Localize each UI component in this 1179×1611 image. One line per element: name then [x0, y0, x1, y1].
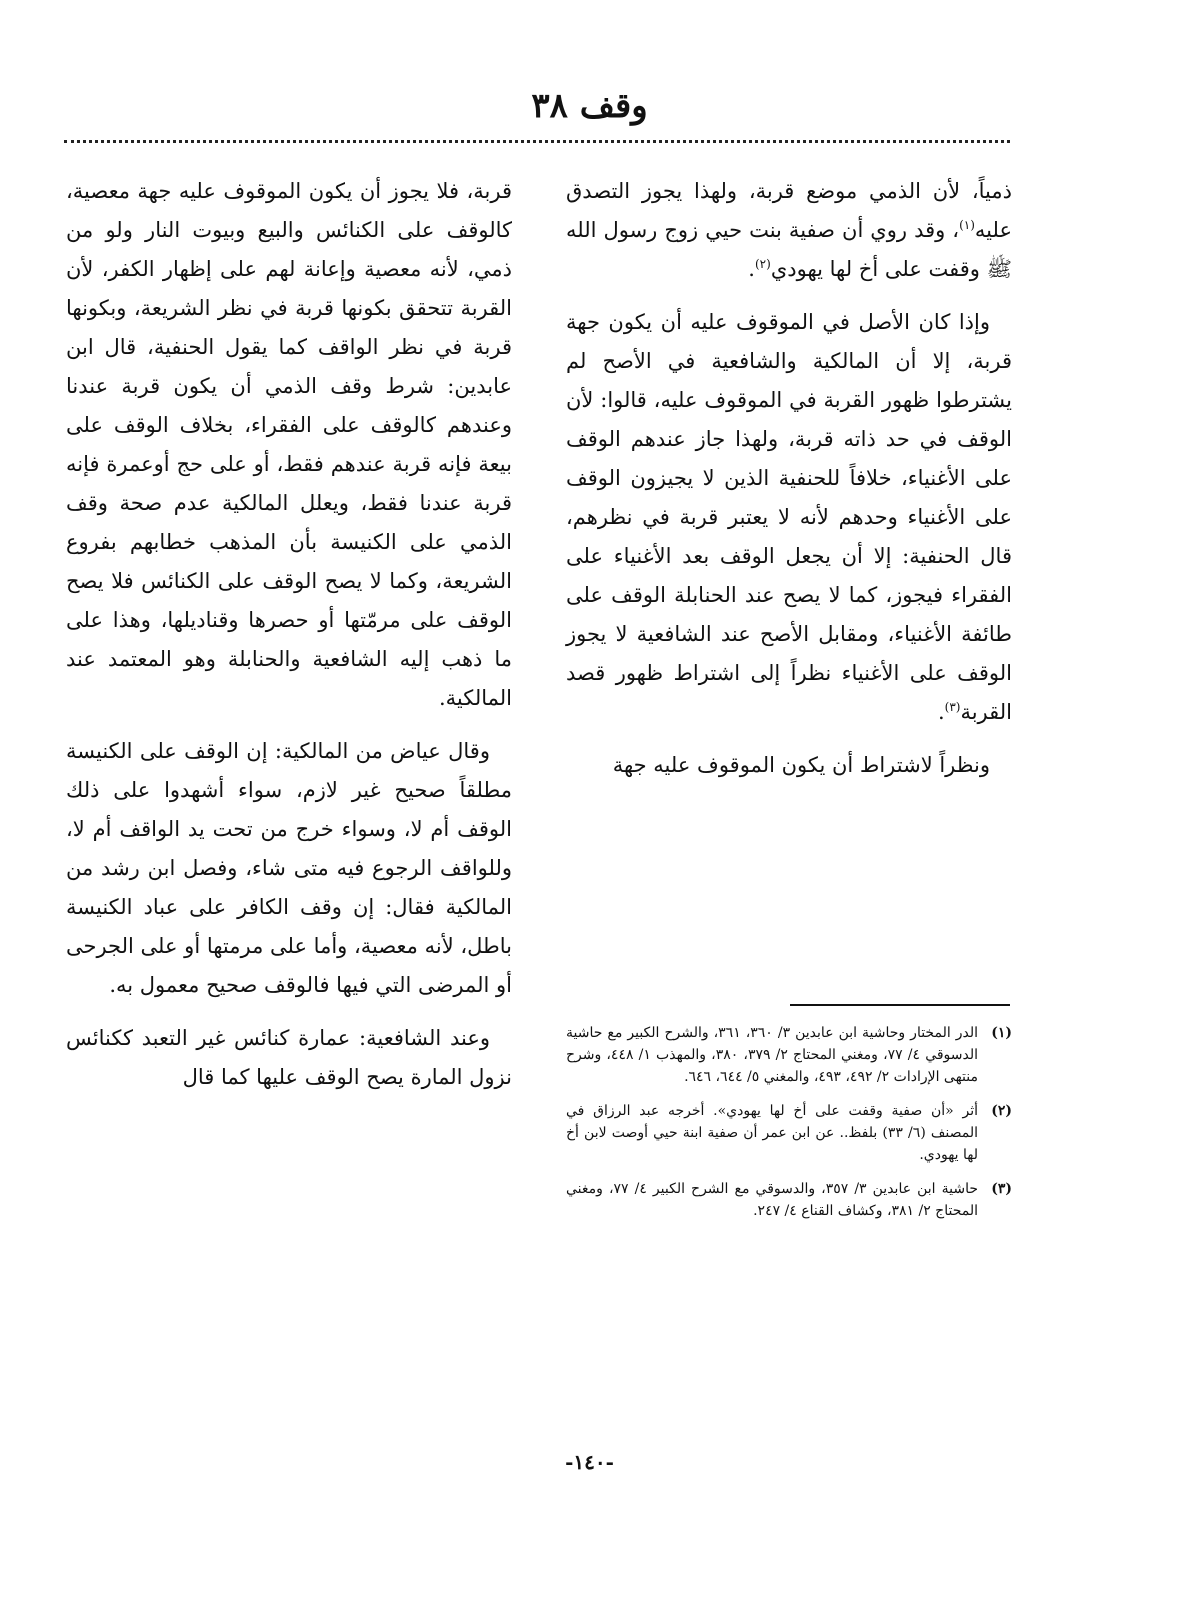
right-paragraph-1: [566, 172, 1012, 289]
right-column: [566, 172, 1012, 799]
left-column: [66, 172, 512, 1111]
footnote-3: [566, 1178, 1012, 1222]
footnote-text: حاشية ابن عابدين ٣/ ٣٥٧، والدسوقي مع الشرح الكبير ٤/ ٧٧، ومغني المحتاج ٢/ ٣٨١، وكشاف القناع ٤/ ٢٤٧.: [566, 1181, 979, 1219]
right-paragraph-2-end: .: [937, 700, 945, 724]
footnote-ref-3: (٣): [944, 700, 961, 714]
right-paragraph-2: [566, 303, 1012, 732]
footnote-separator: [790, 1004, 1010, 1006]
footnote-ref-2: (٢): [754, 257, 771, 271]
right-paragraph-1-end: .: [748, 257, 755, 281]
page-title: وقف ٣٨: [531, 86, 648, 126]
footnote-2: [566, 1100, 1012, 1166]
left-paragraph-2: وقال عياض من المالكية: إن الوقف على الكنيسة مطلقاً صحيح غير لازم، سواء أشهدوا على ذلك الوقف أم لا، وسواء خرج من تحت يد الواقف أم لا، وللواقف الرجوع فيه متى شاء، وفصل ابن رشد من المالكية فقال: إن وقف الكافر على عباد الكنيسة باطل، لأنه معصية، وأما على مرمتها أو على الجرحى أو المرضى التي فيها فالوقف صحيح معمول به.: [65, 739, 512, 997]
footnote-text: الدر المختار وحاشية ابن عابدين ٣/ ٣٦٠، ٣٦١، والشرح الكبير مع حاشية الدسوقي ٤/ ٧٧، ومغني المحتاج ٢/ ٣٧٩، ٣٨٠، والمهذب ١/ ٤٤٨، وشرح منتهى الإرادات ٢/ ٤٩٢، ٤٩٣، والمغني ٥/ ٦٤٤، ٦٤٦.: [566, 1025, 979, 1085]
right-paragraph-3-text: ونظراً لاشتراط أن يكون الموقوف عليه جهة: [612, 753, 990, 777]
left-paragraph-1: قربة، فلا يجوز أن يكون الموقوف عليه جهة معصية، كالوقف على الكنائس والبيع وبيوت النار ولو من ذمي، لأنه معصية وإعانة لهم على إظهار الكفر، لأن القربة تتحقق بكونها قربة في نظر الشريعة، وبكونها قربة في نظر الواقف كما يقول الحنفية، قال ابن عابدين: شرط وقف الذمي أن يكون قربة عندنا وعندهم كالوقف على الفقراء، بخلاف الوقف على بيعة فإنه قربة عندهم فقط، أو على حج أوعمرة فإنه قربة عندنا فقط، ويعلل المالكية عدم صحة وقف الذمي على الكنيسة بأن المذهب خطابهم بفروع الشريعة، وكما لا يصح الوقف على الكنائس فلا يصح الوقف على مرمّتها أو حصرها وقناديلها، وهذا على ما ذهب إليه الشافعية والحنابلة وهو المعتمد عند المالكية.: [66, 179, 512, 710]
footnote-number: (١): [991, 1025, 1012, 1041]
right-paragraph-2-text: وإذا كان الأصل في الموقوف عليه أن يكون جهة قربة، إلا أن المالكية والشافعية في الأصح لم يشترطوا ظهور القربة في الموقوف عليه، قالوا: لأن الوقف في حد ذاته قربة، ولهذا جاز عندهم الوقف على الأغنياء، خلافاً للحنفية الذين لا يجيزون الوقف على الأغنياء وحدهم لأنه لا يعتبر قربة في نظرهم، قال الحنفية: إلا أن يجعل الوقف بعد الأغنياء على الفقراء فيجوز، كما لا يصح عند الحنابلة الوقف على طائفة الأغنياء، ومقابل الأصح عند الشافعية لا يجوز الوقف على الأغنياء نظراً إلى اشتراط ظهور قصد القربة: [566, 310, 1012, 724]
footnote-text: أثر «أن صفية وقفت على أخ لها يهودي». أخرجه عبد الرزاق في المصنف (٦/ ٣٣) بلفظ.. عن ابن عمر أن صفية ابنة حيي أوصت لابن أخ لها يهودي.: [566, 1103, 978, 1163]
footnotes: [566, 1022, 1012, 1234]
right-paragraph-1-text-a: ذمياً، لأن الذمي موضع قربة، ولهذا يجوز التصدق عليه: [566, 179, 1012, 242]
footnote-number: (٣): [991, 1181, 1012, 1197]
right-paragraph-1-text-b: ، وقد روي أن صفية بنت حيي زوج رسول الله ﷺ وقفت على أخ لها يهودي: [566, 218, 1012, 281]
page-number: -١٤٠-: [565, 1450, 614, 1474]
header-dotted-divider: [64, 140, 1010, 143]
footnote-number: (٢): [991, 1103, 1012, 1119]
left-paragraph-3: وعند الشافعية: عمارة كنائس غير التعبد ككنائس نزول المارة يصح الوقف عليها كما قال: [66, 1026, 512, 1089]
right-paragraph-3: [566, 746, 1012, 785]
footnote-ref-1: (١): [959, 218, 975, 232]
footnote-1: [566, 1022, 1012, 1088]
